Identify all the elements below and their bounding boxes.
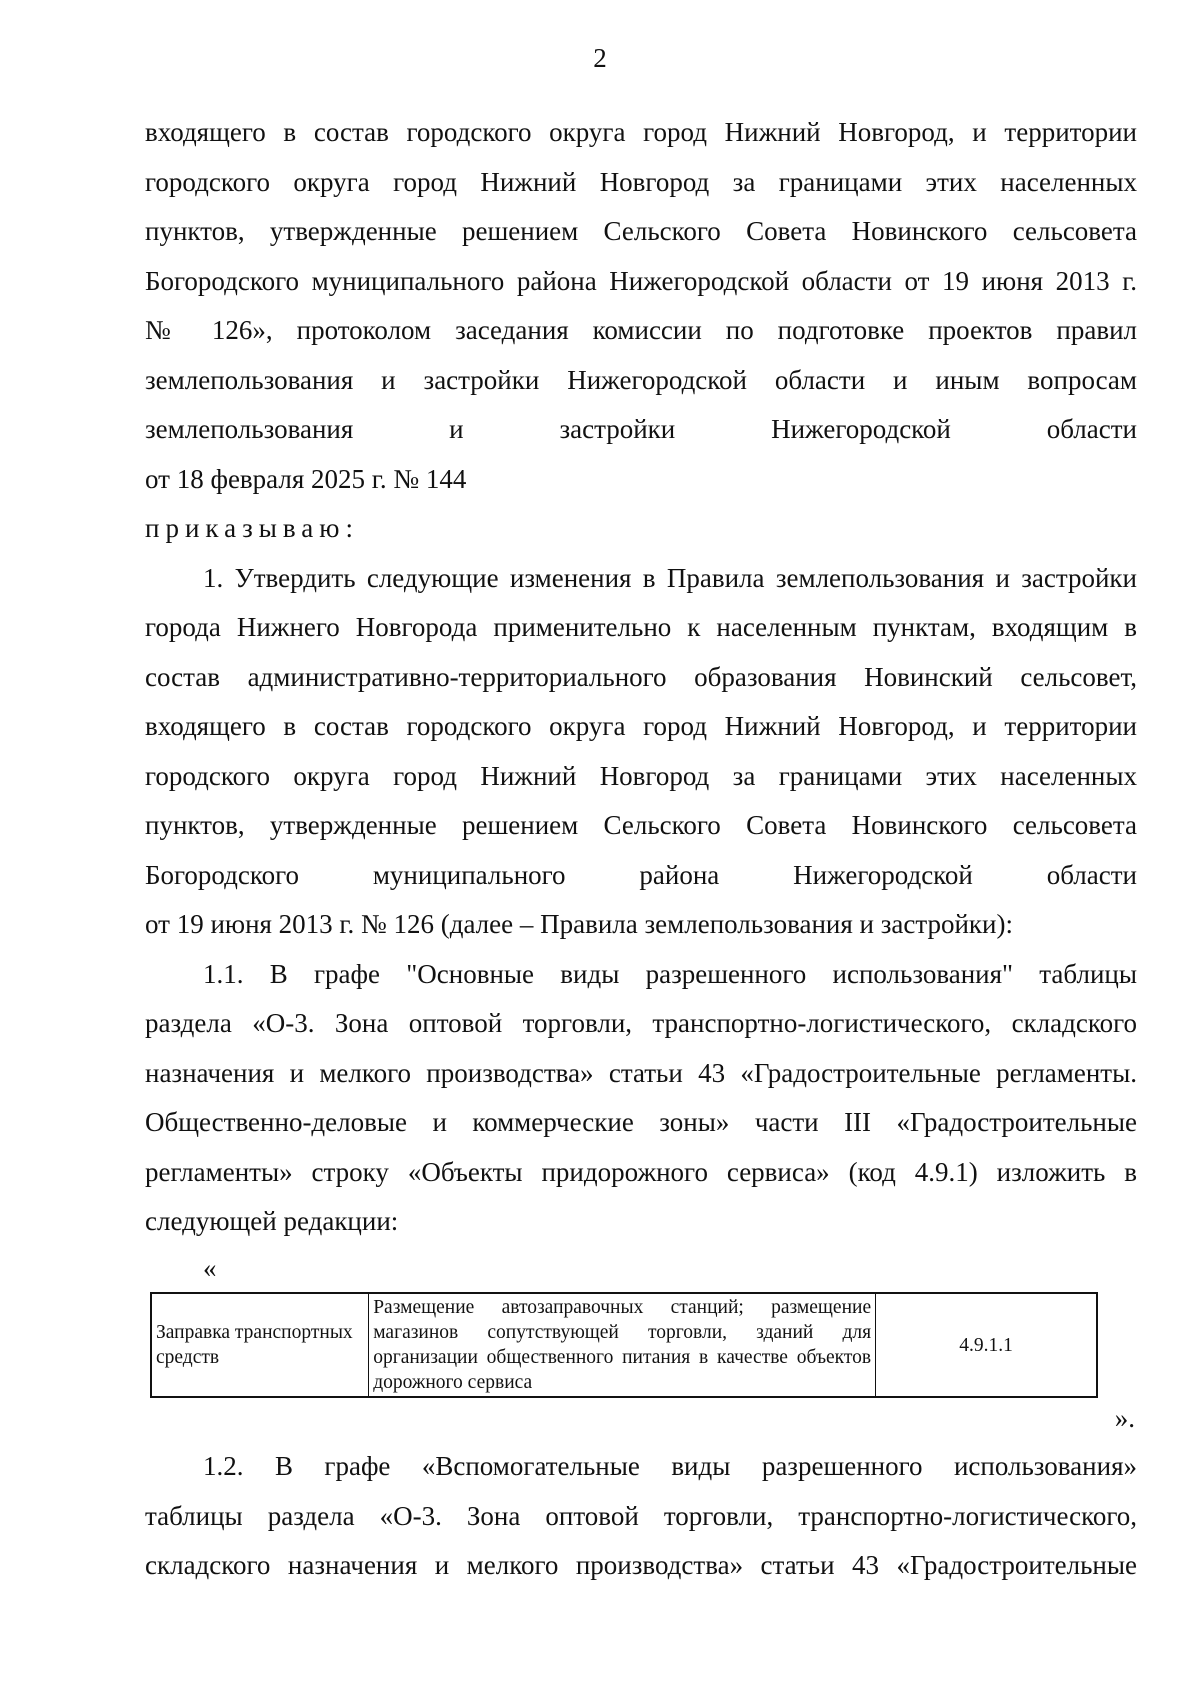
text-line: входящего в состав городского округа город Нижний Новгород, и территории — [145, 117, 1137, 147]
text-line: землепользования и застройки Нижегородской области и иным вопросам — [145, 364, 1137, 395]
text-line: пунктов, утвержденные решением Сельского Совета Новинского сельсовета — [145, 216, 1137, 246]
text-line: городского округа город Нижний Новгород за границами этих населенных — [145, 760, 1137, 791]
text-line: Богородского муниципального района Нижегородской области — [145, 859, 1137, 890]
text-line: от 18 февраля 2025 г. № 144 — [145, 463, 467, 494]
text-line: городского округа город Нижний Новгород за границами этих населенных — [145, 166, 1137, 197]
text-line: Общественно-деловые и коммерческие зоны» части III «Градостроительные — [145, 1107, 1137, 1137]
page-number: 2 — [593, 43, 607, 73]
amendment-table — [150, 1292, 1098, 1398]
text-line: регламенты» строку «Объекты придорожного сервиса» (код 4.9.1) изложить в — [145, 1156, 1137, 1187]
table-cell-code: 4.9.1.1 — [876, 1293, 1097, 1397]
opening-quote: « — [203, 1253, 217, 1283]
text-line: назначения и мелкого производства» статьи 43 «Градостроительные регламенты. — [145, 1057, 1137, 1088]
text-line: раздела «О-3. Зона оптовой торговли, транспортно-логистического, складского — [145, 1008, 1137, 1038]
table-cell-name: Заправка транспортных средств — [151, 1293, 369, 1397]
text-line: от 19 июня 2013 г. № 126 (далее – Правила землепользования и застройки): — [145, 909, 1013, 939]
text-line: следующей редакции: — [145, 1206, 399, 1236]
order-word: приказываю: — [145, 513, 359, 543]
text-line: состав административно-территориального образования Новинский сельсовет, — [145, 661, 1137, 692]
text-line: таблицы раздела «О-3. Зона оптовой торговли, транспортно-логистического, — [145, 1500, 1137, 1531]
text-line: города Нижнего Новгорода применительно к населенным пунктам, входящим в — [145, 612, 1137, 642]
text-line: Богородского муниципального района Нижегородской области от 19 июня 2013 г. — [145, 265, 1137, 296]
table-row — [151, 1293, 1097, 1397]
text-line: пунктов, утвержденные решением Сельского Совета Новинского сельсовета — [145, 810, 1137, 840]
text-line: складского назначения и мелкого производства» статьи 43 «Градостроительные — [145, 1550, 1137, 1580]
text-line: 1. Утвердить следующие изменения в Правила землепользования и застройки — [203, 562, 1137, 593]
text-line: № 126», протоколом заседания комиссии по подготовке проектов правил — [145, 315, 1137, 345]
text-line: входящего в состав городского округа город Нижний Новгород, и территории — [145, 711, 1137, 741]
closing-quote: ». — [1114, 1403, 1135, 1433]
text-line: 1.2. В графе «Вспомогательные виды разрешенного использования» — [203, 1451, 1137, 1481]
document-body-continued — [145, 1442, 1137, 1591]
text-line: 1.1. В графе "Основные виды разрешенного использования" таблицы — [203, 958, 1137, 989]
text-line: землепользования и застройки Нижегородской области — [145, 414, 1137, 444]
document-body — [145, 108, 1137, 1247]
table-cell-description: Размещение автозаправочных станций; размещение магазинов сопутствующей торговли, зданий для организации общественного питания в качестве объектов дорожного сервиса — [369, 1293, 876, 1397]
